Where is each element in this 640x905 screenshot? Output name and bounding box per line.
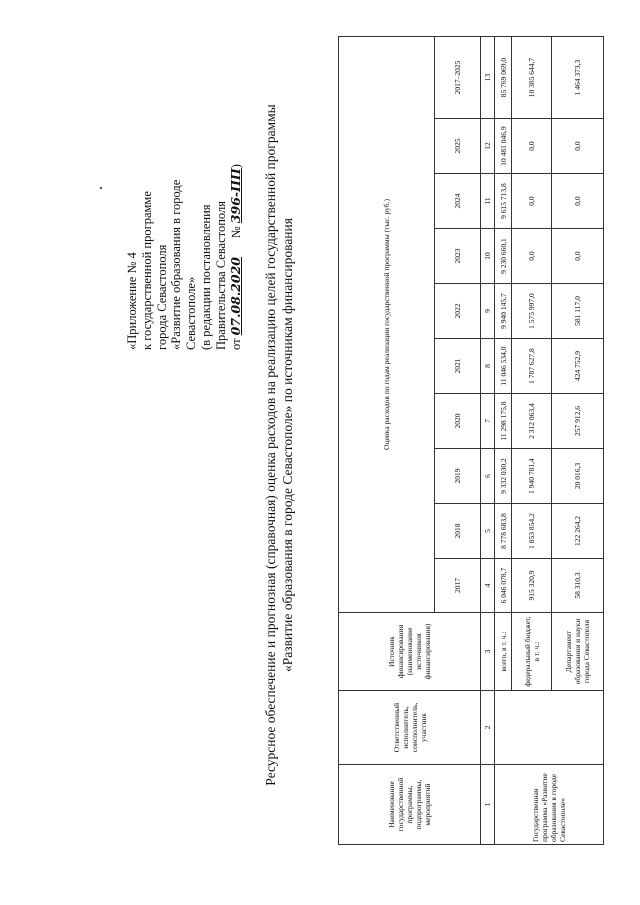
appendix-line: города Севастополя [154, 244, 169, 350]
value-cell: 2 312 063,4 [512, 394, 552, 449]
header-source: Источник финансирования (наименование источников финансирования) [339, 613, 481, 691]
value-cell: 6 046 078,7 [495, 559, 512, 613]
from-label: от [228, 338, 243, 350]
col-number: 3 [481, 613, 495, 691]
value-cell: 915 320,9 [512, 559, 552, 613]
col-number: 9 [481, 284, 495, 339]
value-cell: 0,0 [512, 174, 552, 229]
executor-cell [495, 691, 604, 765]
col-number: 7 [481, 394, 495, 449]
header-executor: Ответственный исполнитель, соисполнитель, участник [339, 691, 481, 765]
scan-speck [100, 187, 102, 189]
col-number: 5 [481, 504, 495, 559]
year-cell: 2021 [435, 339, 481, 394]
title-line-1: Ресурсное обеспечение и прогнозная (справочная) оценка расходов на реализацию целей государственной программы [263, 104, 278, 786]
document-title [262, 45, 296, 845]
appendix-line: (в редакции постановления [198, 204, 213, 350]
source-cell: федеральный бюджет, в т. ч.: [512, 613, 552, 691]
value-cell: 0,0 [552, 119, 604, 174]
value-cell: 85 769 069,0 [495, 36, 512, 118]
header-name: Наименование государственной программы, подпрограммы, мероприятий [339, 765, 481, 845]
col-number: 13 [481, 36, 495, 118]
number-label: № [228, 226, 243, 239]
year-cell: 2017–2025 [435, 36, 481, 118]
value-cell: 10 385 644,7 [512, 36, 552, 118]
appendix-date-line [229, 120, 244, 350]
value-cell: 11 046 534,0 [495, 339, 512, 394]
header-row [339, 36, 435, 844]
source-cell: Департамент образования и науки города Севастополя [552, 613, 604, 691]
value-cell: 1 853 854,2 [512, 504, 552, 559]
year-cell: 2022 [435, 284, 481, 339]
funding-table [338, 36, 604, 845]
value-cell: 257 912,6 [552, 394, 604, 449]
year-cell: 2017 [435, 559, 481, 613]
value-cell: 0,0 [552, 229, 604, 284]
col-number: 4 [481, 559, 495, 613]
appendix-line: к государственной программе [139, 191, 154, 350]
col-number: 11 [481, 174, 495, 229]
value-cell: 58 310,3 [552, 559, 604, 613]
appendix-line: Севастополе» [184, 276, 199, 350]
title-line-2: «Развитие образования в городе Севастополе» по источникам финансирования [280, 218, 295, 672]
year-cell: 2024 [435, 174, 481, 229]
col-number: 12 [481, 119, 495, 174]
appendix-block [125, 120, 243, 350]
program-name: Государственная программа «Развитие образования в городе Севастополе» [495, 765, 604, 845]
column-number-row [481, 36, 495, 844]
col-number: 1 [481, 765, 495, 845]
value-cell: 11 298 175,8 [495, 394, 512, 449]
value-cell: 9 230 660,1 [495, 229, 512, 284]
col-number: 8 [481, 339, 495, 394]
col-number: 6 [481, 449, 495, 504]
year-cell: 2018 [435, 504, 481, 559]
value-cell: 10 481 046,9 [495, 119, 512, 174]
value-cell: 9 332 030,2 [495, 449, 512, 504]
year-cell: 2020 [435, 394, 481, 449]
value-cell: 0,0 [512, 229, 552, 284]
value-cell: 9 615 713,8 [495, 174, 512, 229]
value-cell: 20 016,3 [552, 449, 604, 504]
col-number: 10 [481, 229, 495, 284]
value-cell: 1 464 373,3 [552, 36, 604, 118]
value-cell: 581 117,0 [552, 284, 604, 339]
value-cell: 1 575 997,0 [512, 284, 552, 339]
value-cell: 0,0 [512, 119, 552, 174]
appendix-line: «Приложение № 4 [125, 252, 139, 350]
year-cell: 2023 [435, 229, 481, 284]
value-cell: 1 940 781,4 [512, 449, 552, 504]
appendix-line: «Развитие образования в городе [169, 179, 184, 350]
value-cell: 0,0 [552, 174, 604, 229]
handwritten-date: 07.08.2020 [227, 257, 243, 336]
value-cell: 1 787 627,8 [512, 339, 552, 394]
year-cell: 2019 [435, 449, 481, 504]
header-estimate: Оценка расходов по годам реализации государственной программы (тыс. руб.) [339, 36, 435, 612]
year-cell: 2025 [435, 119, 481, 174]
source-cell: всего, в т. ч.: [495, 613, 512, 691]
value-cell: 8 778 683,8 [495, 504, 512, 559]
value-cell: 9 940 145,7 [495, 284, 512, 339]
close-paren: ) [228, 164, 243, 169]
table-row [495, 36, 512, 844]
value-cell: 424 752,9 [552, 339, 604, 394]
appendix-line: Правительства Севастополя [213, 201, 228, 350]
col-number: 2 [481, 691, 495, 765]
handwritten-number: 396-ПП [227, 168, 243, 224]
value-cell: 122 264,2 [552, 504, 604, 559]
